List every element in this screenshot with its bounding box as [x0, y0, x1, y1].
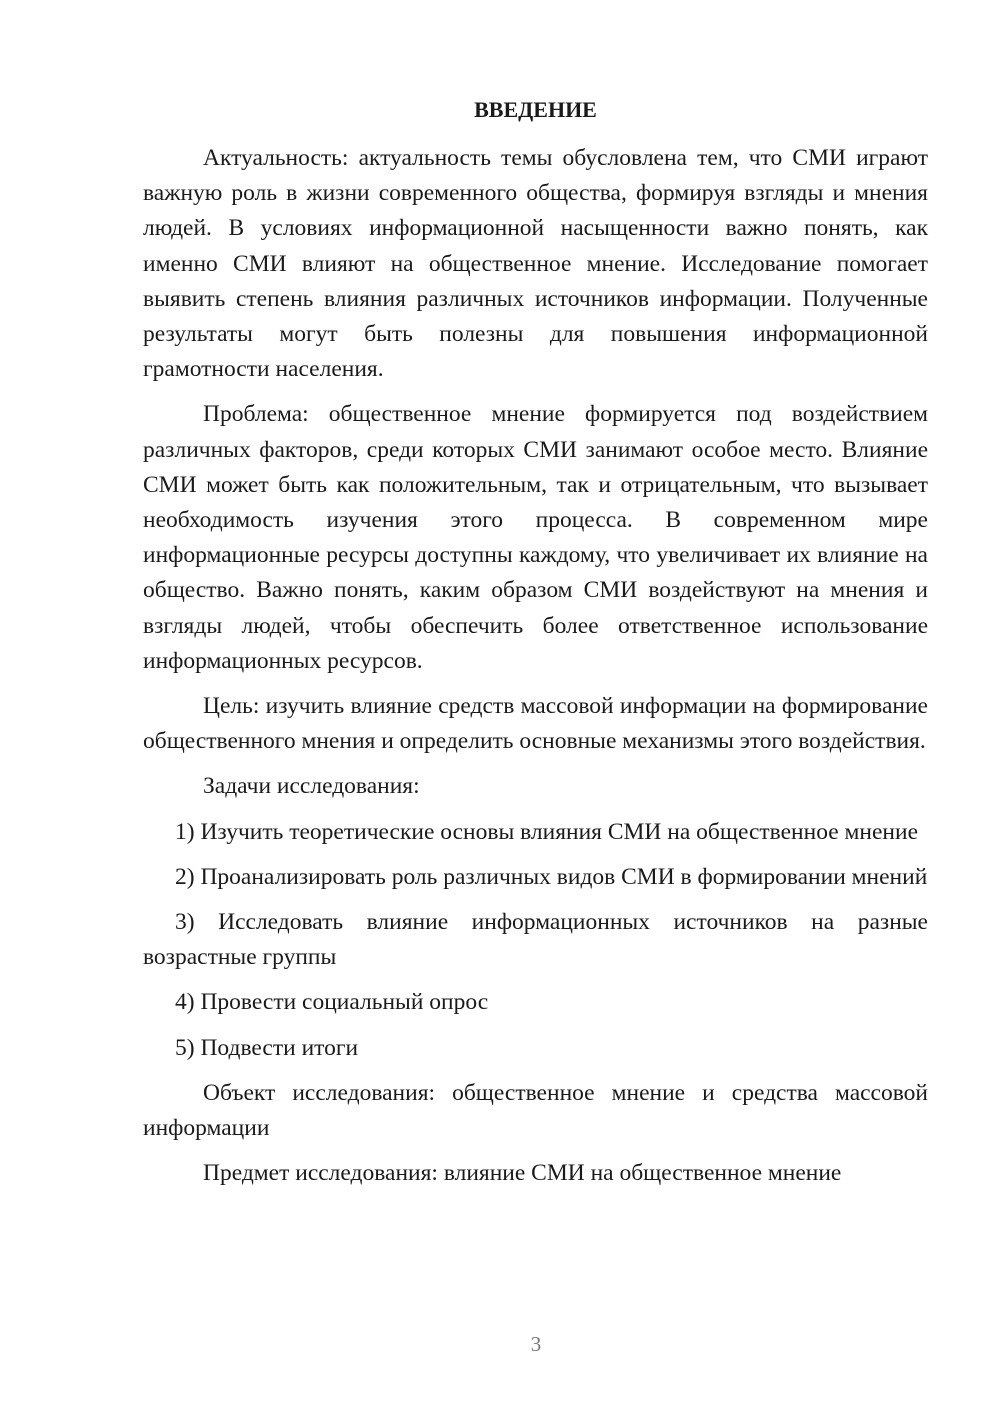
paragraph-object: Объект исследования: общественное мнение и средства массовой информации [143, 1079, 928, 1142]
paragraph-subject: Предмет исследования: влияние СМИ на общественное мнение [203, 1160, 842, 1187]
task-item-2: 2) Проанализировать роль различных видов СМИ в формировании мнений [175, 863, 928, 890]
task-item-5: 5) Подвести итоги [175, 1034, 359, 1061]
task-item-1: 1) Изучить теоретические основы влияния СМИ на общественное мнение [175, 818, 919, 845]
tasks-label: Задачи исследования: [203, 773, 420, 800]
page-title: ВВЕДЕНИЕ [474, 97, 597, 122]
document-page [143, 92, 928, 1201]
task-item-3: 3) Исследовать влияние информационных источников на разные возрастные группы [143, 909, 928, 971]
paragraph-problem: Проблема: общественное мнение формируется под воздействием различных факторов, среди которых СМИ занимают особое место. Влияние СМИ может быть как положительным, так и отрицательным, что вызывает необходимость изучения этого процесса. В современном мире информационные ресурсы доступны каждому, что увеличивает их влияние на общество. Важно понять, каким образом СМИ воздействуют на мнения и взгляды людей, чтобы обеспечить более ответственное использование информационных ресурсов. [143, 401, 928, 674]
paragraph-relevance: Актуальность: актуальность темы обусловлена тем, что СМИ играют важную роль в жизни современного общества, формируя взгляды и мнения людей. В условиях информационной насыщенности важно понять, как именно СМИ влияют на общественное мнение. Исследование помогает выявить степень влияния различных источников информации. Полученные результаты могут быть полезны для повышения информационной грамотности населения. [143, 145, 928, 383]
paragraph-goal: Цель: изучить влияние средств массовой информации на формирование общественного мнения и определить основные механизмы этого воздействия. [143, 693, 928, 755]
task-item-4: 4) Провести социальный опрос [175, 989, 489, 1016]
page-number: 3 [530, 1332, 542, 1356]
